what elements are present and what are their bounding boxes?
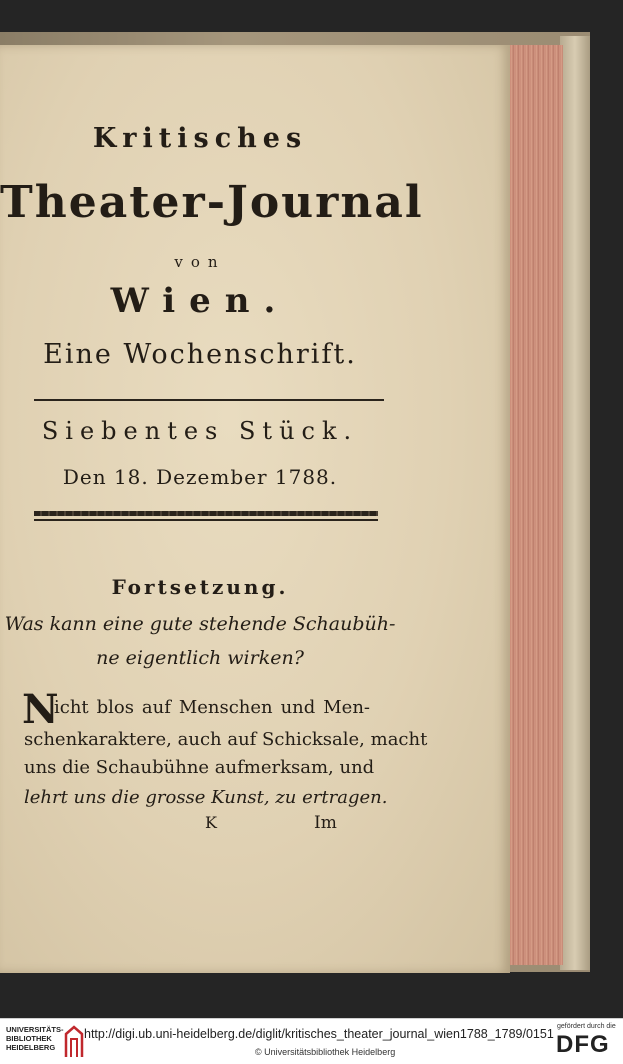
- rule-thin-lower: [34, 519, 378, 521]
- signature-mark: K: [205, 813, 217, 832]
- dfg-logo: DFG: [556, 1031, 610, 1058]
- title-line-4: Wien.: [110, 281, 290, 321]
- source-url-link[interactable]: http://digi.ub.uni-heidelberg.de/diglit/kritisches_theater_journal_wien1788_1789/0151: [84, 1027, 554, 1041]
- page-edges: [505, 45, 563, 965]
- title-page: [0, 45, 510, 973]
- funded-by-label: gefördert durch die: [557, 1023, 616, 1030]
- section-heading: Fortsetzung.: [111, 575, 289, 599]
- rule-ornamental: [34, 511, 378, 516]
- question-line-2: ne eigentlich wirken?: [96, 647, 304, 669]
- issue-date: Den 18. Dezember 1788.: [62, 465, 338, 489]
- body-line-3: uns die Schaubühne aufmerksam, und: [24, 757, 375, 778]
- title-line-3: von: [174, 253, 226, 271]
- body-line-4: lehrt uns die grosse Kunst, zu ertragen.: [24, 787, 388, 808]
- library-logo-icon: [63, 1024, 85, 1058]
- rule-thin: [34, 399, 384, 401]
- title-line-2: Theater-Journal: [0, 177, 424, 228]
- body-line-1: icht blos auf Menschen und Men-: [54, 697, 370, 718]
- catchword: Im: [314, 813, 337, 833]
- subtitle: Eine Wochenschrift.: [43, 339, 357, 370]
- question-line-1: Was kann eine gute stehende Schaubüh-: [4, 613, 396, 635]
- body-line-2: schenkaraktere, auch auf Schicksale, macht: [24, 729, 428, 750]
- issue-number: Siebentes Stück.: [41, 417, 359, 445]
- copyright-notice: © Universitätsbibliothek Heidelberg: [255, 1047, 396, 1057]
- drop-cap: N: [22, 686, 59, 733]
- cover-board-edge: [560, 36, 590, 970]
- library-footer: [0, 1018, 623, 1064]
- title-line-1: Kritisches: [92, 123, 308, 154]
- library-logo-text: UNIVERSITÄTS- BIBLIOTHEK HEIDELBERG: [6, 1025, 64, 1052]
